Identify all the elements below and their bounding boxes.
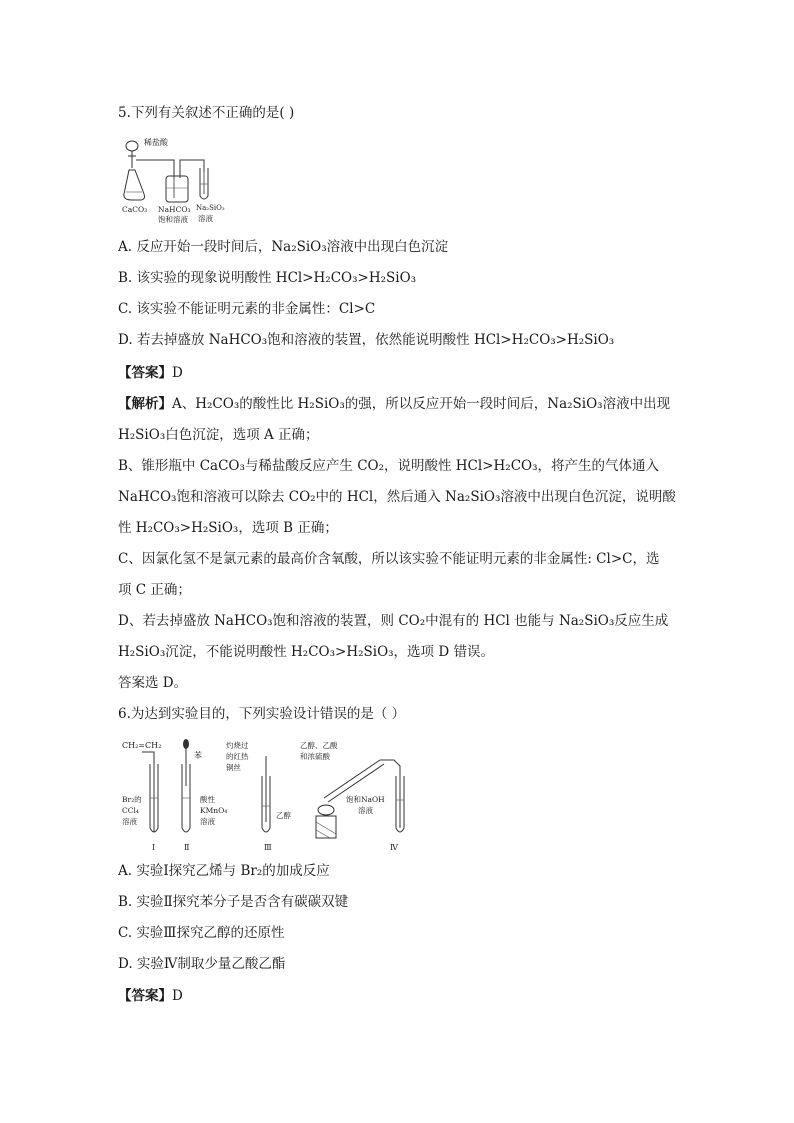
- q5-label-caco3: CaCO₃: [122, 205, 148, 214]
- q5-option-d: D. 若去掉盛放 NaHCO₃饱和溶液的装置，依然能说明酸性 HCl>H₂CO₃>H₂SiO₃: [118, 332, 615, 348]
- q5-label-acid: 稀盐酸: [144, 138, 168, 147]
- q5-label-na2sio3: Na₂SiO₃: [196, 204, 225, 212]
- q6-label-ethanol: 乙醇: [276, 811, 291, 820]
- q6-label-copper-1: 灼烧过: [226, 741, 249, 750]
- q5-apparatus-figure: [118, 132, 228, 226]
- q5-option-c: C. 该实验不能证明元素的非金属性：Cl>C: [118, 301, 376, 317]
- q6-label-acidic: 酸性: [200, 795, 215, 804]
- q6-stem: 6.为达到实验目的，下列实验设计错误的是（ ）: [118, 706, 406, 722]
- q6-label-naoh-2: 溶液: [358, 806, 373, 815]
- q6-label-benzene: 苯: [194, 751, 202, 760]
- q6-option-c: C. 实验Ⅲ探究乙醇的还原性: [118, 925, 285, 941]
- q5-analysis-line-8: D、若去掉盛放 NaHCO₃饱和溶液的装置，则 CO₂中混有的 HCl 也能与 Na₂SiO₃反应生成: [118, 613, 669, 629]
- q5-answer-value: D: [172, 365, 183, 381]
- q5-analysis-line-2: H₂SiO₃白色沉淀，选项 A 正确；: [118, 427, 319, 443]
- q6-label-n4: Ⅳ: [390, 843, 398, 852]
- q6-label-solution2: 溶液: [200, 817, 215, 826]
- q6-label-n1: Ⅰ: [152, 843, 156, 852]
- q6-answer-label: 【答案】: [118, 988, 172, 1004]
- q5-conclusion: 答案选 D。: [118, 675, 188, 691]
- q6-option-d: D. 实验Ⅳ制取少量乙酸乙酯: [118, 956, 286, 972]
- q5-answer-label: 【答案】: [118, 365, 172, 381]
- q6-label-ethylene: CH₂=CH₂: [122, 741, 162, 750]
- q6-label-kmno4: KMnO₄: [200, 806, 228, 815]
- q6-option-a: A. 实验Ⅰ探究乙烯与 Br₂的加成反应: [118, 863, 330, 879]
- q6-label-reagents-1: 乙醇、乙酸: [300, 741, 338, 750]
- q6-answer: [118, 987, 183, 1005]
- q6-answer-value: D: [172, 988, 183, 1004]
- q6-label-copper-2: 的红热: [226, 752, 249, 761]
- q5-label-nahco3-sub: 饱和溶液: [158, 215, 188, 224]
- q5-answer: [118, 364, 183, 382]
- q5-analysis-line-3: B、锥形瓶中 CaCO₃与稀盐酸反应产生 CO₂，说明酸性 HCl>H₂CO₃，将产生的气体通入: [118, 458, 660, 474]
- q6-option-b: B. 实验Ⅱ探究苯分子是否含有碳碳双键: [118, 894, 349, 910]
- q5-analysis-line-7: 项 C 正确；: [118, 582, 191, 598]
- q6-label-n3: Ⅲ: [264, 843, 272, 852]
- q6-label-br2: Br₂的: [122, 795, 142, 804]
- q6-label-naoh-1: 饱和NaOH: [346, 795, 385, 804]
- q5-label-nahco3: NaHCO₃: [158, 205, 191, 214]
- q6-apparatus-figure: [118, 736, 448, 856]
- q5-label-na2sio3-sub: 溶液: [198, 214, 213, 223]
- q6-label-ccl4: CCl₄: [122, 806, 139, 815]
- q5-analysis-line-9: H₂SiO₃沉淀，不能说明酸性 H₂CO₃>H₂SiO₃，选项 D 错误。: [118, 644, 494, 660]
- q5-analysis-line-1: 【解析】A、H₂CO₃的酸性比 H₂SiO₃的强，所以反应开始一段时间后，Na₂SiO₃溶液中出现: [118, 396, 671, 412]
- q6-label-copper-3: 铜丝: [226, 763, 241, 772]
- q5-option-a: A. 反应开始一段时间后，Na₂SiO₃溶液中出现白色沉淀: [118, 239, 449, 255]
- q5-stem: 5.下列有关叙述不正确的是( ): [118, 105, 295, 121]
- q5-analysis-line-4: NaHCO₃饱和溶液可以除去 CO₂中的 HCl，然后通入 Na₂SiO₃溶液中出现白色沉淀，说明酸: [118, 489, 676, 505]
- q5-analysis-line-6: C、因氯化氢不是氯元素的最高价含氧酸，所以该实验不能证明元素的非金属性: Cl>C，选: [118, 551, 660, 567]
- q5-option-b: B. 该实验的现象说明酸性 HCl>H₂CO₃>H₂SiO₃: [118, 270, 417, 286]
- q6-label-solution1: 溶液: [122, 817, 137, 826]
- q5-analysis-label: 【解析】: [118, 396, 172, 412]
- q6-label-n2: Ⅱ: [184, 843, 190, 852]
- q6-label-reagents-2: 和浓硫酸: [300, 752, 330, 761]
- q5-analysis-line-5: 性 H₂CO₃>H₂SiO₃，选项 B 正确；: [118, 520, 338, 536]
